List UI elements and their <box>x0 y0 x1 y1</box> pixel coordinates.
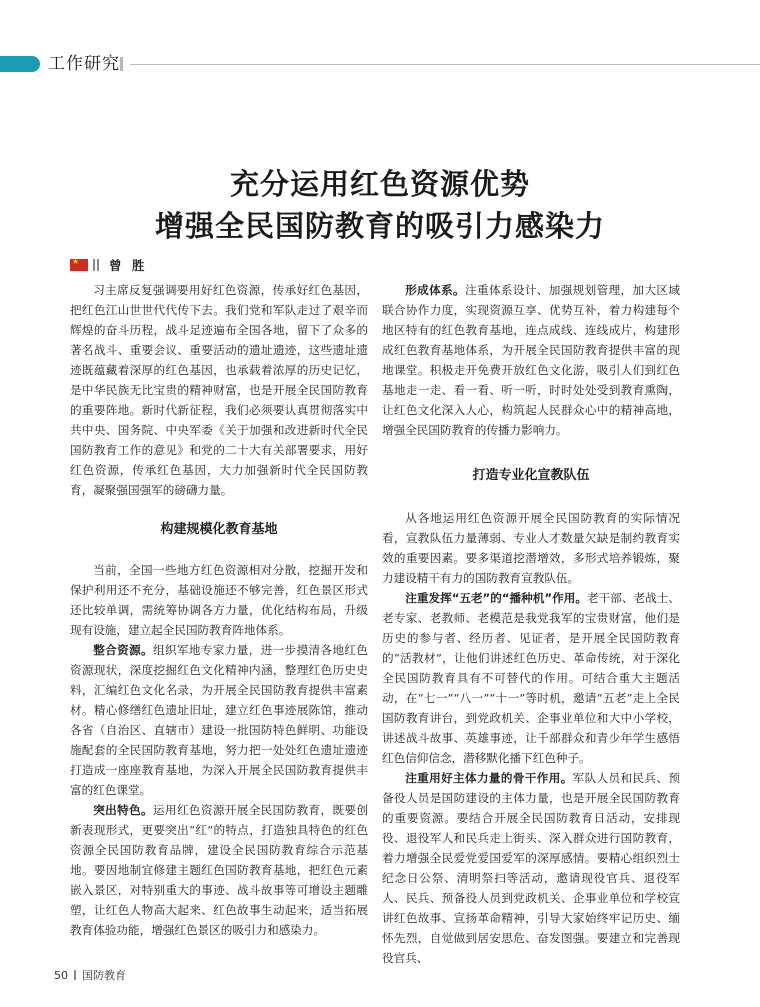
section-heading: 打造专业化宣教队伍 <box>472 468 590 483</box>
paragraph-body: 老干部、老战士、老专家、老教师、老模范是我党我军的宝贵财富，他们是历史的参与者、经历者、见证者，是开展全民国防教育的“活教材”，让他们讲述红色历史、革命传统，对于深化全民国防教育具有不可替代的作用。可结合重大主题活动，在“七一”“八一”“十一”等时机，邀请“五老”走上全民国防教育讲台，到党政机关、企事业单位和大中小学校，讲述战斗故事、英雄事迹，让千部群众和青少年学生感悟红色信仰信念，潜移默化播下红色种子。 <box>382 591 680 765</box>
paragraph-lead: 整合资源。 <box>93 643 154 657</box>
paragraph-body: 组织军地专家力量，进一步摸清各地红色资源现状，深度挖掘红色文化精神内涵，整理红色历史史料，汇编红色文化名录，为开展全民国防教育提供丰富素材。精心修缮红色遗址旧址，建立红色事迹展陈馆，推动各省（自治区、直辖市）建设一批国防特色鲜明、功能设施配套的全民国防教育基地，努力把一处处红色遗址遗迹打造成一座座教育基地，为深入开展全民国防教育提供丰富的红色课堂。 <box>70 643 368 797</box>
paragraph <box>382 280 680 440</box>
right-column <box>382 280 680 968</box>
page-footer <box>54 968 126 982</box>
section-divider <box>120 57 123 71</box>
paragraph <box>70 800 368 940</box>
paragraph <box>382 768 680 968</box>
byline-divider <box>93 259 99 271</box>
header-accent-tab <box>0 56 40 72</box>
paragraph-body: 运用红色资源开展全民国防教育，既要创新表现形式，更要突出“红”的特点，打造独具特色的红色资源全民国防教育品牌，建设全民国防教育综合示范基地。要因地制宜修建主题红色国防教育基地，把红色元素嵌入景区，对特别重大的事迹、战斗故事等可增设主题雕塑，让红色人物高大起来、红色故事生动起来，适当拓展教育体验功能，增强红色景区的吸引力和感染力。 <box>70 803 368 937</box>
section-heading: 构建规模化教育基地 <box>160 522 278 537</box>
section-label: 工作研究 <box>48 54 120 74</box>
paragraph-lead: 突出特色。 <box>93 803 154 817</box>
footer-divider <box>74 970 76 980</box>
paragraph-lead: 注重发挥“五老”的“播种机”作用。 <box>405 591 587 605</box>
article-title-line-1: 充分运用红色资源优势 <box>229 167 530 201</box>
paragraph <box>70 640 368 800</box>
paragraph-body: 注重体系设计、加强规划管理，加大区域联合协作力度，实现资源互享、优势互补，着力构建每个地区特有的红色教育基地，连点成线、连线成片，构建形成红色教育基地体系，为开展全民国防教育提供丰富的现地课堂。积极走开免费开放红色文化游，吸引人们到红色基地走一走、看一看、听一听，时时处处受到教育熏陶，让红色文化深入人心，构筑起人民群众心中的精神高地，增强全民国防教育的传播力影响力。 <box>382 283 680 437</box>
paragraph-lead: 注重用好主体力量的骨干作用。 <box>405 771 573 785</box>
paragraph: 当前，全国一些地方红色资源相对分散，挖掘开发和保护利用还不充分，基础设施还不够完善，红色景区形式还比较单调，需统筹协调各方力量，优化结构布局，升级现有设施，建立起全民国防教育阵地体系。 <box>70 563 368 637</box>
paragraph-lead: 形成体系。 <box>405 283 466 297</box>
left-column <box>70 280 368 940</box>
author-name: 曾 胜 <box>109 258 148 273</box>
article-title-line-2: 增强全民国防教育的吸引力感染力 <box>154 209 605 243</box>
paragraph: 习主席反复强调要用好红色资源，传承好红色基因，把红色江山世世代代传下去。我们党和军队走过了艰辛而辉煌的奋斗历程，战斗足迹遍布全国各地，留下了众多的著名战斗、重要会议、重要活动的遗址遗迹，这些遗址遗迹既蕴藏着深厚的红色基因，也承载着浓厚的历史记忆，是中华民族无比宝贵的精神财富，也是开展全民国防教育的重要阵地。新时代新征程，我们必须要认真贯彻落实中共中央、国务院、中央军委《关于加强和改进新时代全民国防教育工作的意见》和党的二十大有关部署要求，用好红色资源，传承红色基因，大力加强新时代全民国防教育，凝聚强国强军的磅礴力量。 <box>70 283 368 497</box>
flag-icon <box>70 259 88 271</box>
publication-name: 国防教育 <box>82 969 126 982</box>
paragraph-body: 军队人员和民兵、预备役人员是国防建设的主体力量，也是开展全民国防教育的重要资源。要结合开展全民国防教育日活动，安排现役、退役军人和民兵走上街头、深入群众进行国防教育，着力增强全民爱党爱国爱军的深厚感情。要精心组织烈士纪念日公祭、清明祭扫等活动，邀请现役官兵、退役军人、民兵、预备役人员到党政机关、企事业单位和学校宣讲红色故事、宣扬革命精神，引导大家始终牢记历史、缅怀先烈，自觉做到居安思危、奋发图强。要建立和完善现役官兵、 <box>382 771 680 965</box>
paragraph <box>382 588 680 768</box>
page-number: 50 <box>54 968 68 982</box>
header-rule <box>130 64 760 65</box>
byline <box>70 258 147 272</box>
paragraph: 从各地运用红色资源开展全民国防教育的实际情况看，宣教队伍力量薄弱、专业人才数量欠缺是制约教育实效的重要因素。要多渠道挖潜增效，多形式培养锻炼，聚力建设精干有力的国防教育宣教队伍。 <box>382 511 680 585</box>
